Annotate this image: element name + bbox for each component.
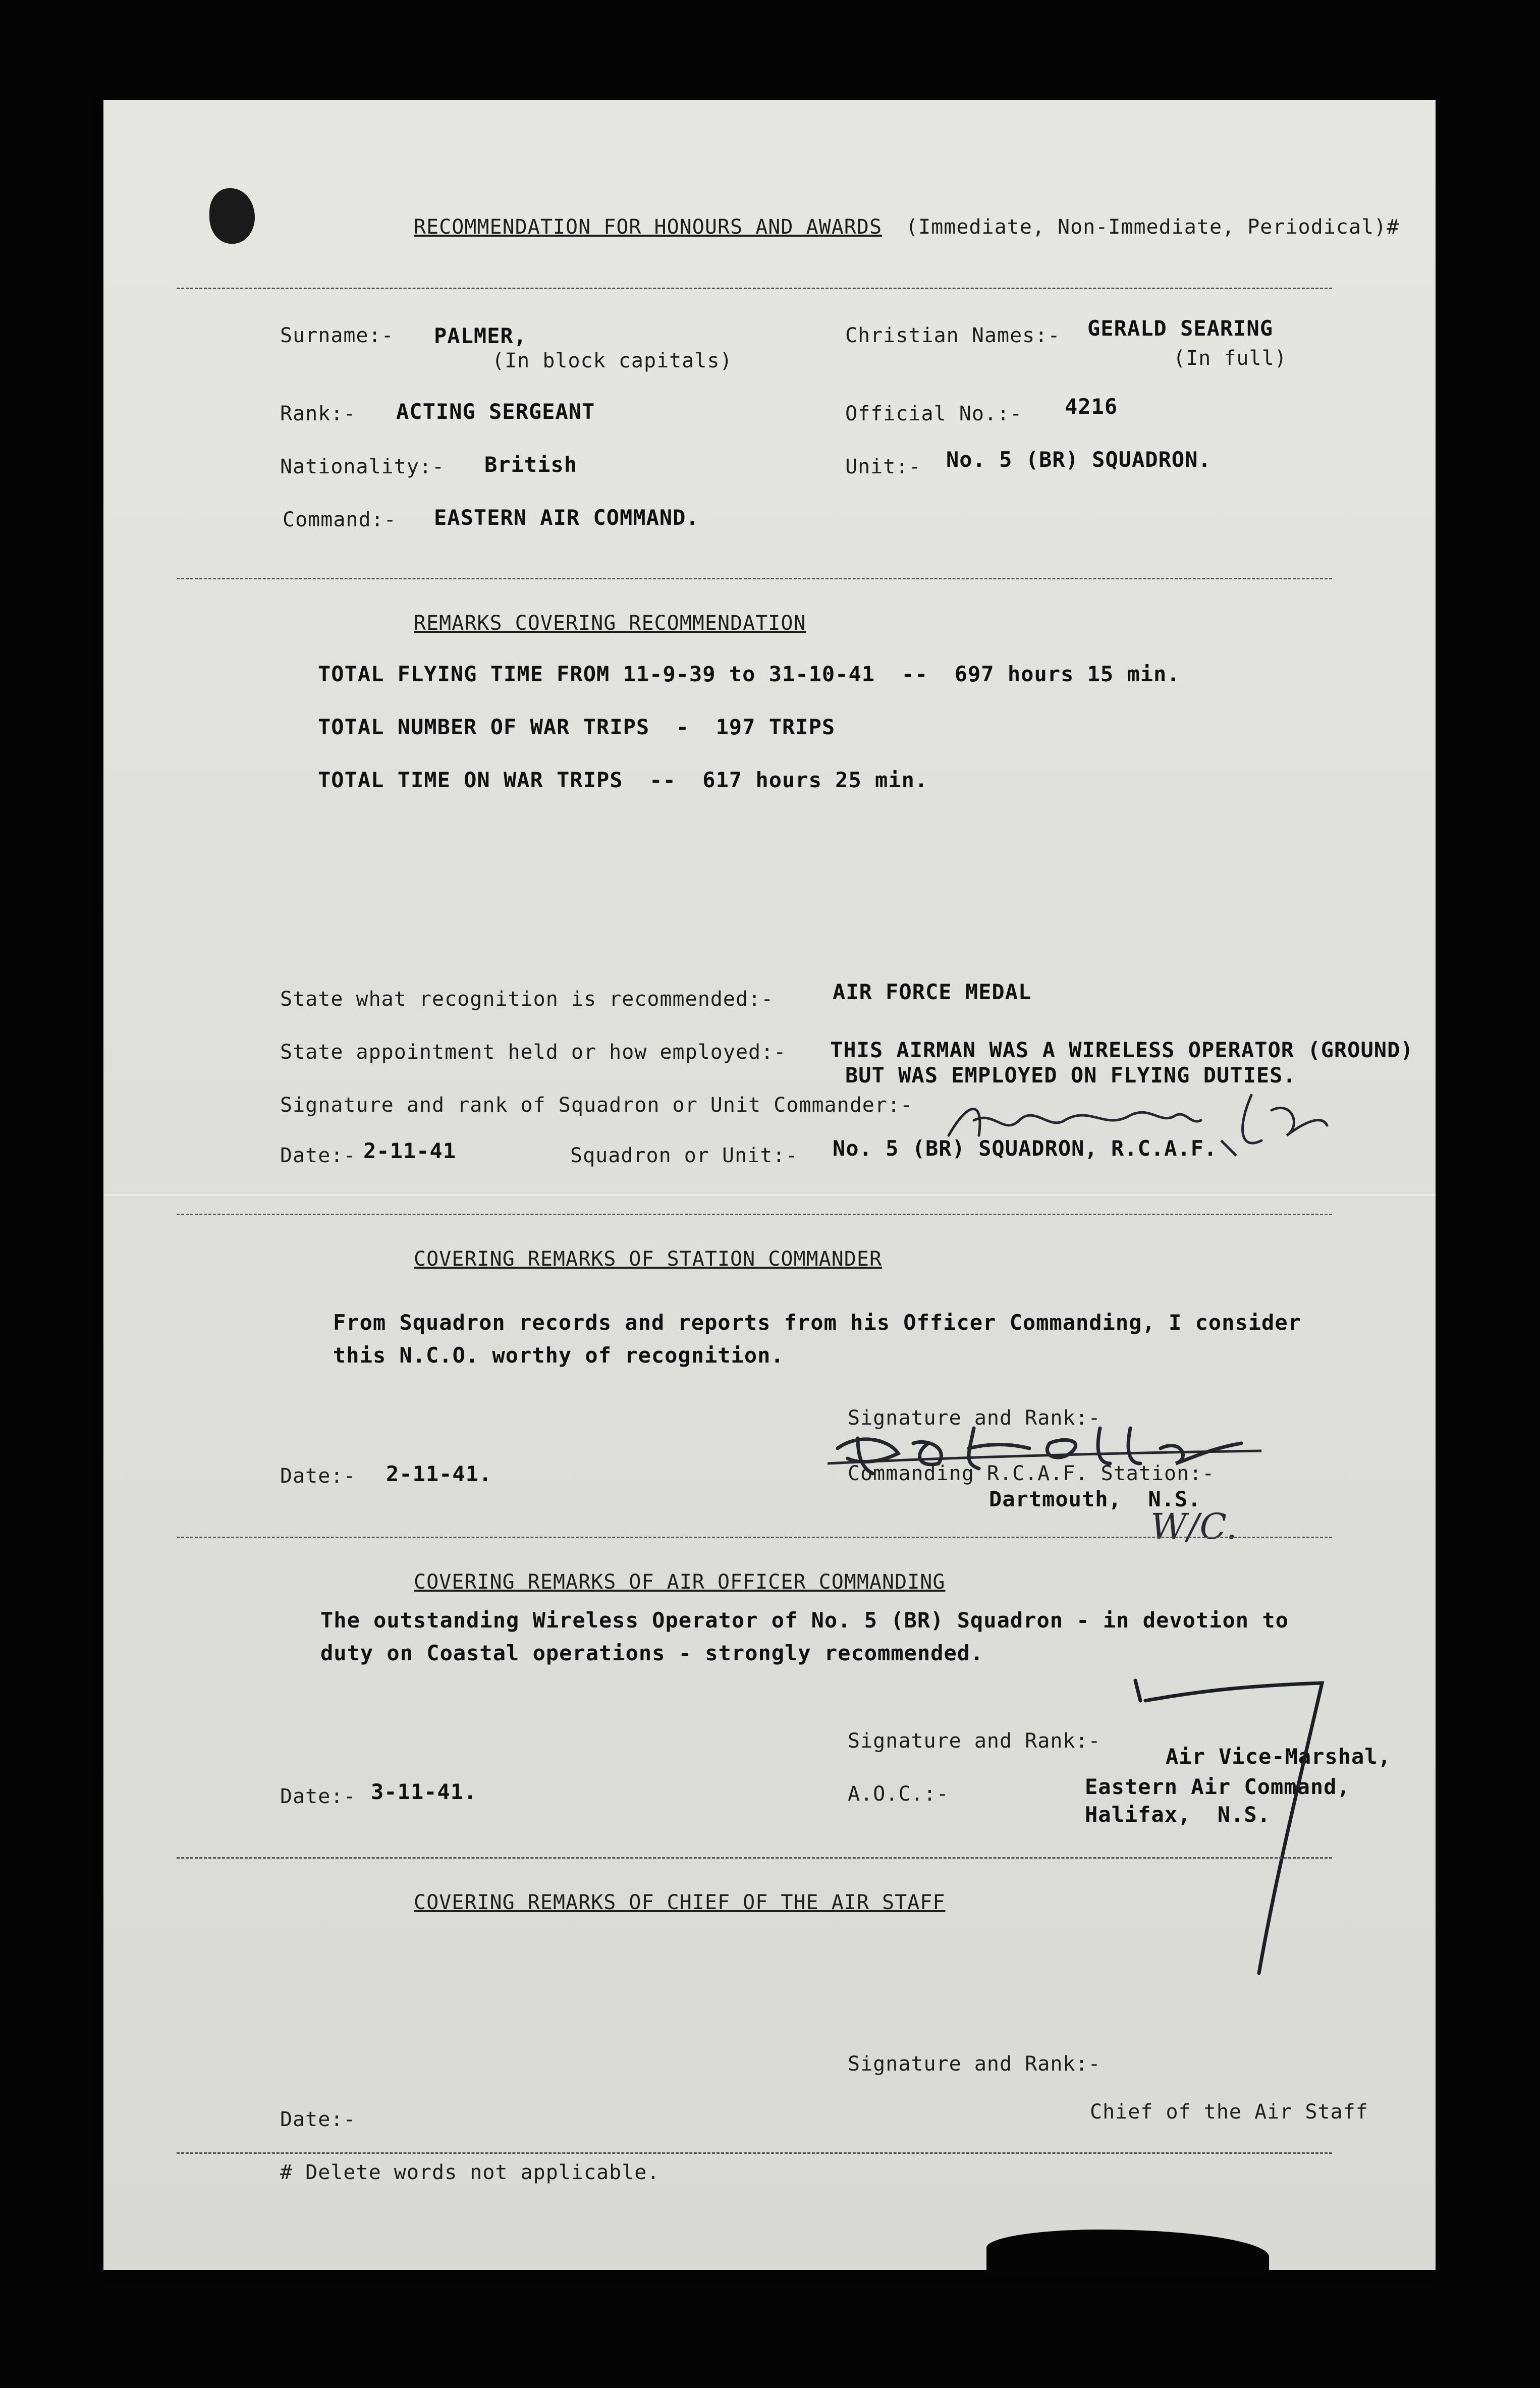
title-options: (Immediate, Non-Immediate, Periodical)# (906, 215, 1400, 239)
paper-fold (103, 1192, 1436, 1198)
aoc-heading: COVERING REMARKS OF AIR OFFICER COMMANDING (414, 1570, 946, 1594)
surname-label: Surname:- (280, 324, 394, 347)
recognition-label: State what recognition is recommended:- (280, 988, 774, 1011)
aoc-label: A.O.C.:- (848, 1782, 949, 1806)
unit-commander-signature-label: Signature and rank of Squadron or Unit Commander:- (280, 1094, 913, 1117)
squadron-label: Squadron or Unit:- (570, 1144, 798, 1167)
recognition-value: AIR FORCE MEDAL (833, 980, 1032, 1004)
christian-names-label: Christian Names:- (845, 324, 1061, 347)
war-trips-line: TOTAL NUMBER OF WAR TRIPS - 197 TRIPS (318, 715, 836, 739)
footnote: # Delete words not applicable. (280, 2161, 660, 2184)
document-title: RECOMMENDATION FOR HONOURS AND AWARDS (414, 215, 883, 239)
station-commander-rank: W/C. (1150, 1506, 1238, 1547)
station-text-1: From Squadron records and reports from his Officer Commanding, I consider (333, 1310, 1301, 1335)
divider (177, 1214, 1332, 1215)
commanding-station-label: Commanding R.C.A.F. Station:- (848, 1462, 1215, 1485)
cas-heading: COVERING REMARKS OF CHIEF OF THE AIR STAFF (414, 1891, 946, 1914)
station-signature-label: Signature and Rank:- (848, 1406, 1101, 1430)
divider (177, 288, 1332, 289)
surname-hint: (In block capitals) (492, 349, 733, 372)
cas-signature-label: Signature and Rank:- (848, 2052, 1101, 2076)
command-label: Command:- (283, 508, 397, 531)
unit-label: Unit:- (845, 455, 921, 478)
appointment-value-1: THIS AIRMAN WAS A WIRELESS OPERATOR (GROUND) (830, 1038, 1414, 1062)
aoc-rank: Air Vice-Marshal, (1166, 1744, 1391, 1769)
nationality-value: British (484, 452, 578, 477)
divider (177, 1857, 1332, 1859)
rank-value: ACTING SERGEANT (396, 399, 595, 424)
divider (177, 1537, 1332, 1538)
punch-hole (209, 188, 255, 244)
remarks-heading: REMARKS COVERING RECOMMENDATION (414, 612, 806, 635)
station-text-2: this N.C.O. worthy of recognition. (333, 1343, 784, 1368)
station-heading: COVERING REMARKS OF STATION COMMANDER (414, 1247, 883, 1271)
station-name: Dartmouth, N.S. (989, 1487, 1201, 1511)
aoc-place: Halifax, N.S. (1085, 1802, 1271, 1827)
cas-title: Chief of the Air Staff (1090, 2100, 1368, 2124)
command-value: EASTERN AIR COMMAND. (434, 505, 699, 530)
aoc-text-1: The outstanding Wireless Operator of No. 5 (BR) Squadron - in devotion to (320, 1608, 1289, 1633)
aoc-signature-label: Signature and Rank:- (848, 1729, 1101, 1753)
station-date: 2-11-41. (386, 1461, 492, 1486)
official-no-label: Official No.:- (845, 402, 1023, 425)
divider (177, 2152, 1332, 2154)
christian-names-hint: (In full) (1173, 347, 1287, 370)
aoc-date-label: Date:- (280, 1785, 356, 1808)
aoc-text-2: duty on Coastal operations - strongly recommended. (320, 1641, 984, 1665)
recommendation-date: 2-11-41 (363, 1138, 457, 1163)
recommendation-date-label: Date:- (280, 1144, 356, 1167)
surname-value: PALMER, (434, 323, 527, 348)
rank-label: Rank:- (280, 402, 356, 425)
christian-names-value: GERALD SEARING (1087, 316, 1274, 341)
cas-date-label: Date:- (280, 2108, 356, 2131)
war-time-line: TOTAL TIME ON WAR TRIPS -- 617 hours 25 min. (318, 768, 928, 792)
appointment-label: State appointment held or how employed:- (280, 1041, 787, 1064)
official-no-value: 4216 (1065, 394, 1118, 419)
unit-value: No. 5 (BR) SQUADRON. (946, 447, 1212, 472)
appointment-value-2: BUT WAS EMPLOYED ON FLYING DUTIES. (845, 1063, 1296, 1088)
nationality-label: Nationality:- (280, 455, 445, 478)
squadron-value: No. 5 (BR) SQUADRON, R.C.A.F. (833, 1136, 1218, 1161)
station-date-label: Date:- (280, 1464, 356, 1488)
aoc-signature (1125, 1670, 1327, 1983)
aoc-date: 3-11-41. (371, 1779, 477, 1804)
divider (177, 578, 1332, 579)
torn-edge (986, 2230, 1269, 2275)
aoc-command: Eastern Air Command, (1085, 1774, 1350, 1799)
flying-time-line: TOTAL FLYING TIME FROM 11-9-39 to 31-10-41 -- 697 hours 15 min. (318, 662, 1180, 686)
